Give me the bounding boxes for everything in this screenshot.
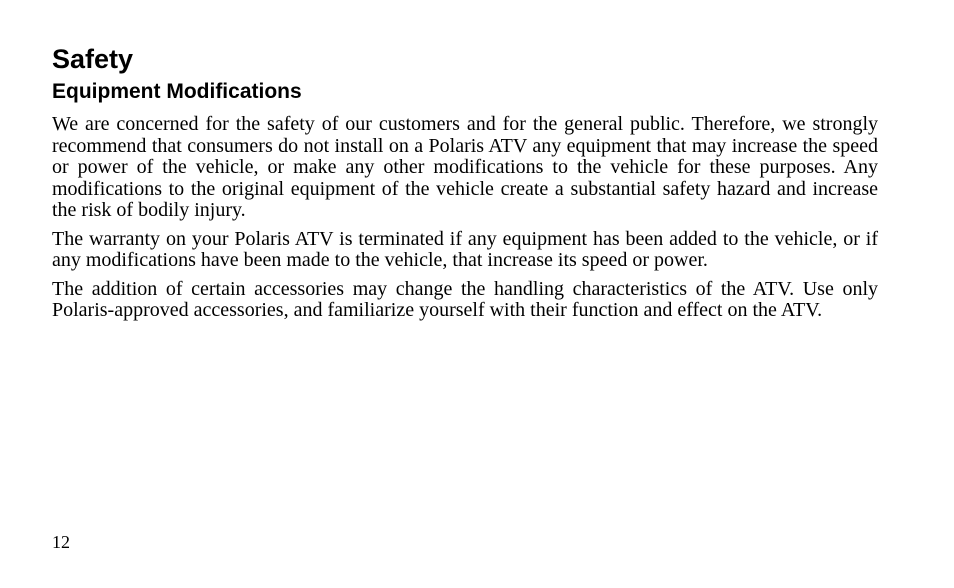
section-title: Safety xyxy=(52,44,134,74)
paragraph-accessories: The addition of certain accessories may change the handling characteristics of the ATV. Use only Polaris-approved accessories, and familiarize yourself with their function and effect on the ATV. xyxy=(52,277,878,321)
body-text xyxy=(52,114,878,329)
subsection-title: Equipment Modifications xyxy=(52,80,302,103)
page-number: 12 xyxy=(52,532,70,552)
paragraph-warranty: The warranty on your Polaris ATV is terminated if any equipment has been added to the vehicle, or if any modifications have been made to the vehicle, that increase its speed or power. xyxy=(52,227,878,271)
paragraph-safety-concern: We are concerned for the safety of our customers and for the general public. Therefore, we strongly recommend that consumers do not install on a Polaris ATV any equipment that may increase the speed or power of the vehicle, or make any other modifications to the vehicle for these purposes. Any modifications to the original equipment of the vehicle create a substantial safety hazard and increase the risk of bodily injury. xyxy=(52,113,878,221)
